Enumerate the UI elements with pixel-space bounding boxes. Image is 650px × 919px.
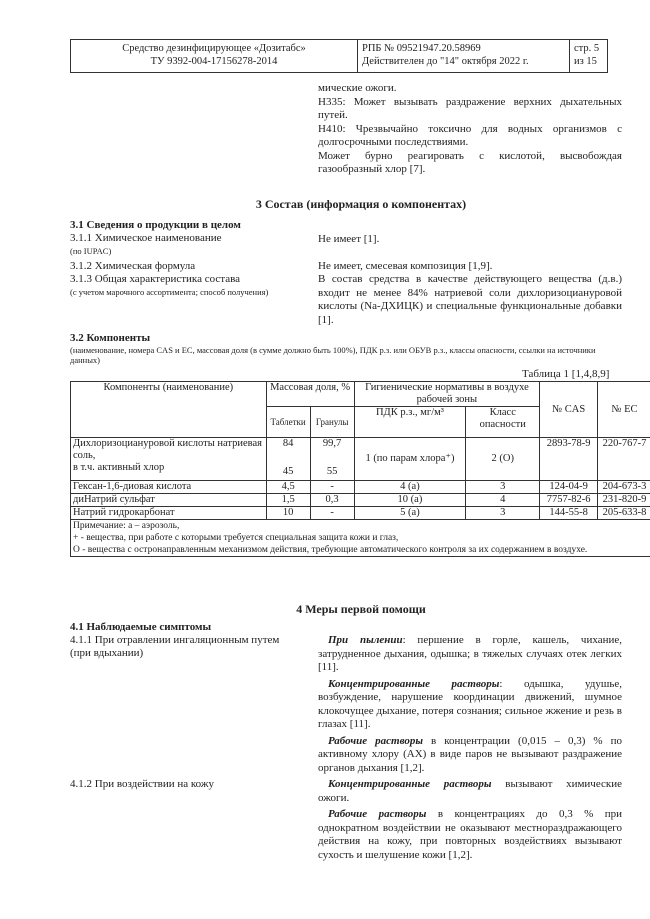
component-name: диНатрий сульфат [71, 494, 267, 507]
th-ec: № ЕС [598, 382, 650, 438]
table-caption: Таблица 1 [1,4,8,9] [522, 368, 610, 380]
th-hygiene: Гигиенические нормативы в воздухе рабочей зоны [354, 382, 540, 407]
granules-value: 0,3 [310, 494, 354, 507]
tablets-value: 4,5 [266, 481, 310, 494]
hazard-line: H410: Чрезвычайно токсично для водных организмов с долгосрочными последствиями. [318, 122, 622, 148]
inhalation-symptoms [318, 634, 622, 775]
document-header [70, 39, 608, 73]
symptom-lead: При пылении [328, 634, 403, 646]
section-3-1-title: 3.1 Сведения о продукции в целом [70, 219, 241, 231]
header-page-cell [570, 40, 607, 72]
tablets-value: 10 [266, 507, 310, 520]
header-tu: ТУ 9392-004-17156278-2014 [150, 56, 278, 67]
formula-value: Не имеет, смесевая композиция [1,9]. [318, 260, 493, 272]
formula-label: 3.1.2 Химическая формула [70, 260, 196, 272]
tablets-value: 1,5 [266, 494, 310, 507]
header-rpb: РПБ № 09521947.20.58969 [362, 43, 481, 54]
th-pdk: ПДК р.з., мг/м³ [354, 407, 466, 438]
hazard-line: мические ожоги. [318, 82, 397, 94]
symptom-text: : першение в горле, кашель, чихание, затрудненное дыхания, одышка; в тяжелых случаях отек легких [11]. [318, 634, 622, 673]
component-subname: в т.ч. активный хлор [73, 462, 165, 473]
ec-value: 231-820-9 [598, 494, 650, 507]
tablets-value-main: 84 [282, 438, 294, 449]
tablets-value-chlorine: 45 [282, 466, 294, 477]
pdk-value: 10 (а) [354, 494, 466, 507]
chem-name-label: 3.1.1 Химическое наименование [70, 232, 222, 244]
header-product-cell [71, 40, 358, 72]
granules-value-main: 99,7 [322, 438, 342, 449]
component-name: Гексан-1,6-диовая кислота [71, 481, 267, 494]
table-note: + - вещества, при работе с которыми требуется специальная защита кожи и глаз, [73, 533, 399, 543]
class-value: 3 [466, 481, 540, 494]
table-header-row [71, 382, 650, 407]
symptom-paragraph [318, 735, 622, 776]
composition-label: 3.1.3 Общая характеристика состава [70, 273, 241, 285]
pdk-value: 1 (по парам хлора⁺) [354, 438, 466, 481]
table-row [71, 481, 650, 494]
section-4-1-title: 4.1 Наблюдаемые симптомы [70, 621, 212, 633]
class-value: 3 [466, 507, 540, 520]
chem-name-value: Не имеет [1]. [318, 233, 380, 245]
symptom-paragraph [318, 634, 622, 675]
table-row [71, 494, 650, 507]
ec-value: 205-633-8 [598, 507, 650, 520]
th-mass: Массовая доля, % [266, 382, 354, 407]
header-rpb-cell [358, 40, 570, 72]
tablets-value [266, 438, 310, 481]
symptom-paragraph [318, 778, 622, 805]
th-granules: Гранулы [310, 407, 354, 438]
section-4-title: 4 Меры первой помощи [296, 602, 426, 616]
ec-value: 204-673-3 [598, 481, 650, 494]
skin-symptoms [318, 778, 622, 862]
th-class: Класс опасности [466, 407, 540, 438]
table-notes [71, 520, 650, 557]
th-tablets: Таблетки [266, 407, 310, 438]
component-name [71, 438, 267, 481]
ec-value: 220-767-7 [598, 438, 650, 481]
symptom-paragraph [318, 678, 622, 732]
hazard-line: Может бурно реагировать с кислотой, высвобождая газообразный хлор [7]. [318, 149, 622, 175]
inhalation-label: 4.1.1 При отравлении ингаляционным путем (при вдыхании) [70, 634, 280, 659]
symptom-paragraph [318, 808, 622, 862]
composition-note: (с учетом марочного ассортимента; способ получения) [70, 287, 269, 297]
header-product: Средство дезинфицирующее «Дозитабс» [122, 43, 306, 54]
skin-label: 4.1.2 При воздействии на кожу [70, 778, 214, 790]
composition-value: В состав средства в качестве действующего вещества (д.в.) входит не менее 84% натриевой соли дихлоризоциануровой кислоты (Na-ДХИЦК) и специальные функциональные добавки [1]. [318, 273, 622, 326]
table-note: O - вещества с остронаправленным механизмом действия, требующие автоматического контроля за их содержанием в воздухе. [73, 545, 588, 555]
cas-value: 7757-82-6 [540, 494, 598, 507]
hazard-statements [318, 82, 622, 177]
th-cas: № CAS [540, 382, 598, 438]
header-valid: Действителен до "14" октября 2022 г. [362, 56, 529, 67]
header-page-total: из 15 [574, 56, 597, 67]
table-row [71, 438, 650, 481]
granules-value: - [310, 481, 354, 494]
table-notes-row [71, 520, 650, 557]
components-note: (наименование, номера CAS и ЕС, массовая доля (в сумме должно быть 100%), ПДК р.з. или ОБУВ р.з., классы опасности, ссылки на источники данных) [70, 345, 596, 365]
chem-name-note: (по IUPAC) [70, 246, 112, 256]
granules-value [310, 438, 354, 481]
symptom-lead: Концентрированные растворы [328, 778, 492, 790]
symptom-text: : одышка, удушье, возбуждение, нарушение координации движений, шумное клокочущее дыхание, потеря сознания; сильное жжение и резь в глазах [11]. [318, 677, 623, 730]
cas-value: 124-04-9 [540, 481, 598, 494]
class-value: 4 [466, 494, 540, 507]
symptom-text: в концентрациях до 0,3 % при однократном воздействии не оказывают местнораздражающего действия на кожу, при повторных воздействиях вызывают сухость и шелушение кожи [1,2]. [318, 808, 622, 861]
symptom-text: вызывают химические ожоги. [318, 778, 622, 804]
component-name: Натрий гидрокарбонат [71, 507, 267, 520]
section-3-title: 3 Состав (информация о компонентах) [255, 197, 467, 211]
symptom-lead: Рабочие растворы [328, 734, 423, 747]
pdk-value: 4 (а) [354, 481, 466, 494]
symptom-lead: Рабочие растворы [328, 808, 427, 820]
th-components: Компоненты (наименование) [71, 382, 267, 438]
hazard-line: H335: Может вызывать раздражение верхних дыхательных путей. [318, 95, 622, 121]
symptom-lead: Концентрированные растворы [328, 677, 500, 690]
section-3-2-title: 3.2 Компоненты [70, 332, 151, 344]
components-table [70, 381, 650, 557]
class-value: 2 (O) [466, 438, 540, 481]
granules-value-chlorine: 55 [326, 466, 338, 477]
cas-value: 144-55-8 [540, 507, 598, 520]
granules-value: - [310, 507, 354, 520]
pdk-value: 5 (а) [354, 507, 466, 520]
table-row [71, 507, 650, 520]
cas-value: 2893-78-9 [540, 438, 598, 481]
header-page: стр. 5 [574, 43, 600, 54]
table-note: Примечание: а – аэрозоль, [73, 521, 180, 531]
symptom-text: в концентрации (0,015 – 0,3) % по активному хлору (АХ) в виде паров не вызывают раздражение органов дыхания [1,2]. [318, 734, 622, 774]
component-name-text: Дихлоризоциануровой кислоты натриевая соль, [73, 438, 262, 461]
